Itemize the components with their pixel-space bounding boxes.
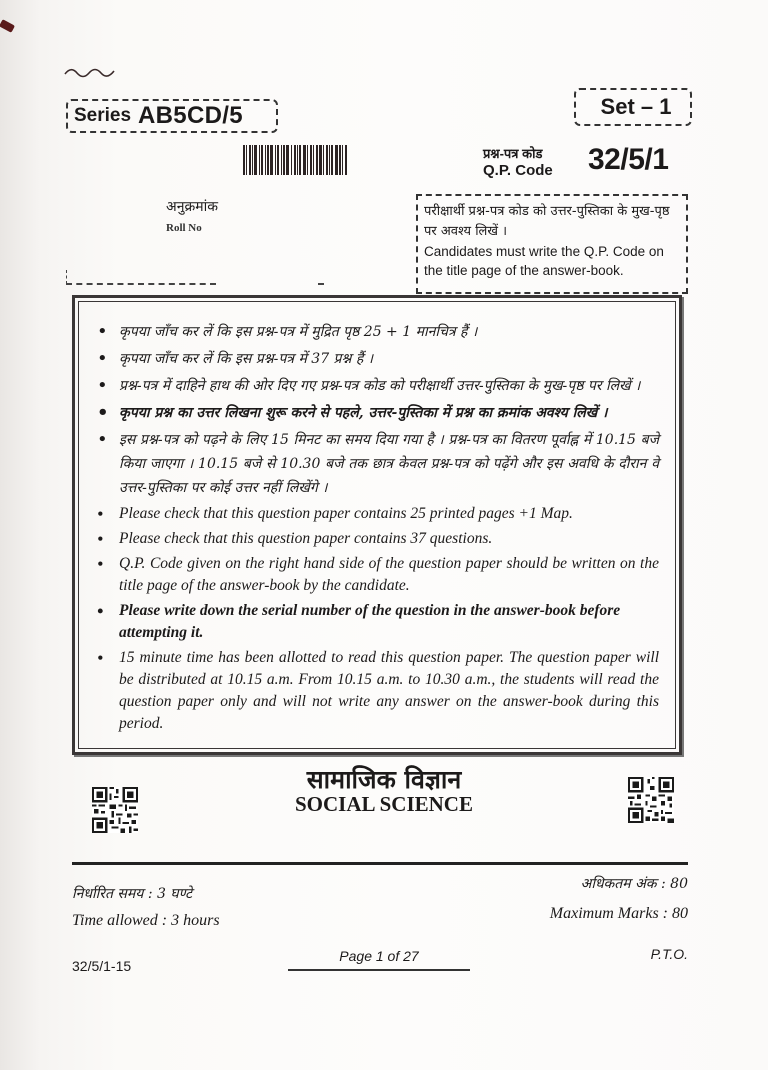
maximum-marks: Maximum Marks : 80 xyxy=(549,905,688,922)
maximum-marks-hindi: अधिकतम अंक : 80 xyxy=(580,876,688,892)
footer-code: 32/5/1-15 xyxy=(72,958,132,974)
instruction-item: • Q.P. Code given on the right hand side of the question paper should be written on the title page of the answer-book by the candidate. xyxy=(97,553,659,597)
instruction-item: • Please check that this question paper contains 37 questions. xyxy=(97,528,659,550)
qr-code-icon xyxy=(628,776,674,824)
corner-mark xyxy=(0,19,15,33)
barcode xyxy=(243,145,369,175)
set-label: Set – 1 xyxy=(600,94,672,119)
instruction-item: • कृपया जाँच कर लें कि इस प्रश्न-पत्र में मुद्रित पृष्ठ 25 + 1 मानचित्र हैं । xyxy=(97,320,659,344)
instructions-box xyxy=(72,295,682,755)
subject-title: SOCIAL SCIENCE xyxy=(295,792,473,816)
squiggle-mark-icon xyxy=(64,66,116,78)
qp-code-value: 32/5/1 xyxy=(588,143,669,176)
instruction-item: • Please check that this question paper contains 25 printed pages +1 Map. xyxy=(97,503,659,525)
instruction-item: • इस प्रश्न-पत्र को पढ़ने के लिए 15 मिनट का समय दिया गया है । प्रश्न-पत्र का वितरण पूर्वाह्न में 10.15 बजे किया जाएगा । 10.15 बजे से 10.30 बजे तक छात्र केवल प्रश्न-पत्र को पढ़ेंगे और इस अवधि के दौरान वे उत्तर-पुस्तिका पर कोई उत्तर नहीं लिखेंगे । xyxy=(97,428,659,500)
roll-no-label: Roll No xyxy=(166,222,202,234)
instruction-item: • Please write down the serial number of the question in the answer-book before attempting it. xyxy=(97,600,659,644)
qp-code-hindi-label: प्रश्न-पत्र कोड xyxy=(483,146,543,161)
series-box xyxy=(66,99,278,133)
instruction-item: • 15 minute time has been allotted to read this question paper. The question paper will be distributed at 10.15 a.m. From 10.15 a.m. to 10.30 a.m., the students will read the question paper only and will not write any answer on the answer-book during this period. xyxy=(97,647,659,735)
roll-no-field-edge xyxy=(66,270,67,284)
roll-no-field[interactable] xyxy=(66,283,216,285)
roll-no-field-end xyxy=(318,283,324,285)
time-allowed: Time allowed : 3 hours xyxy=(72,912,220,929)
instruction-item: • कृपया जाँच कर लें कि इस प्रश्न-पत्र में 37 प्रश्न हैं । xyxy=(97,347,659,371)
set-box xyxy=(574,88,692,126)
qr-code-icon xyxy=(92,786,138,834)
candidate-notice-box xyxy=(416,194,688,294)
time-allowed-hindi: निर्धारित समय : 3 घण्टे xyxy=(72,886,193,902)
instruction-item: • प्रश्न-पत्र में दाहिने हाथ की ओर दिए गए प्रश्न-पत्र कोड को परीक्षार्थी उत्तर-पुस्तिका के मुख-पृष्ठ पर लिखें । xyxy=(97,374,659,398)
series-value: AB5CD/5 xyxy=(138,102,243,129)
instruction-item: • कृपया प्रश्न का उत्तर लिखना शुरू करने से पहले, उत्तर-पुस्तिका में प्रश्न का क्रमांक अवश्य लिखें । xyxy=(97,401,659,425)
candidate-notice-hindi: परीक्षार्थी प्रश्न-पत्र कोड को उत्तर-पुस्तिका के मुख-पृष्ठ पर अवश्य लिखें । xyxy=(424,204,670,239)
subject-title-hindi: सामाजिक विज्ञान xyxy=(306,765,462,794)
instructions-list xyxy=(97,320,659,735)
series-label: Series xyxy=(74,105,132,126)
roll-no-hindi-label: अनुक्रमांक xyxy=(166,199,218,215)
qp-code-label: Q.P. Code xyxy=(483,162,553,179)
page-number: Page 1 of 27 xyxy=(288,948,470,971)
candidate-notice-english: Candidates must write the Q.P. Code on the title page of the answer-book. xyxy=(424,244,664,278)
pto-label: P.T.O. xyxy=(650,946,688,962)
divider-rule xyxy=(72,862,688,865)
